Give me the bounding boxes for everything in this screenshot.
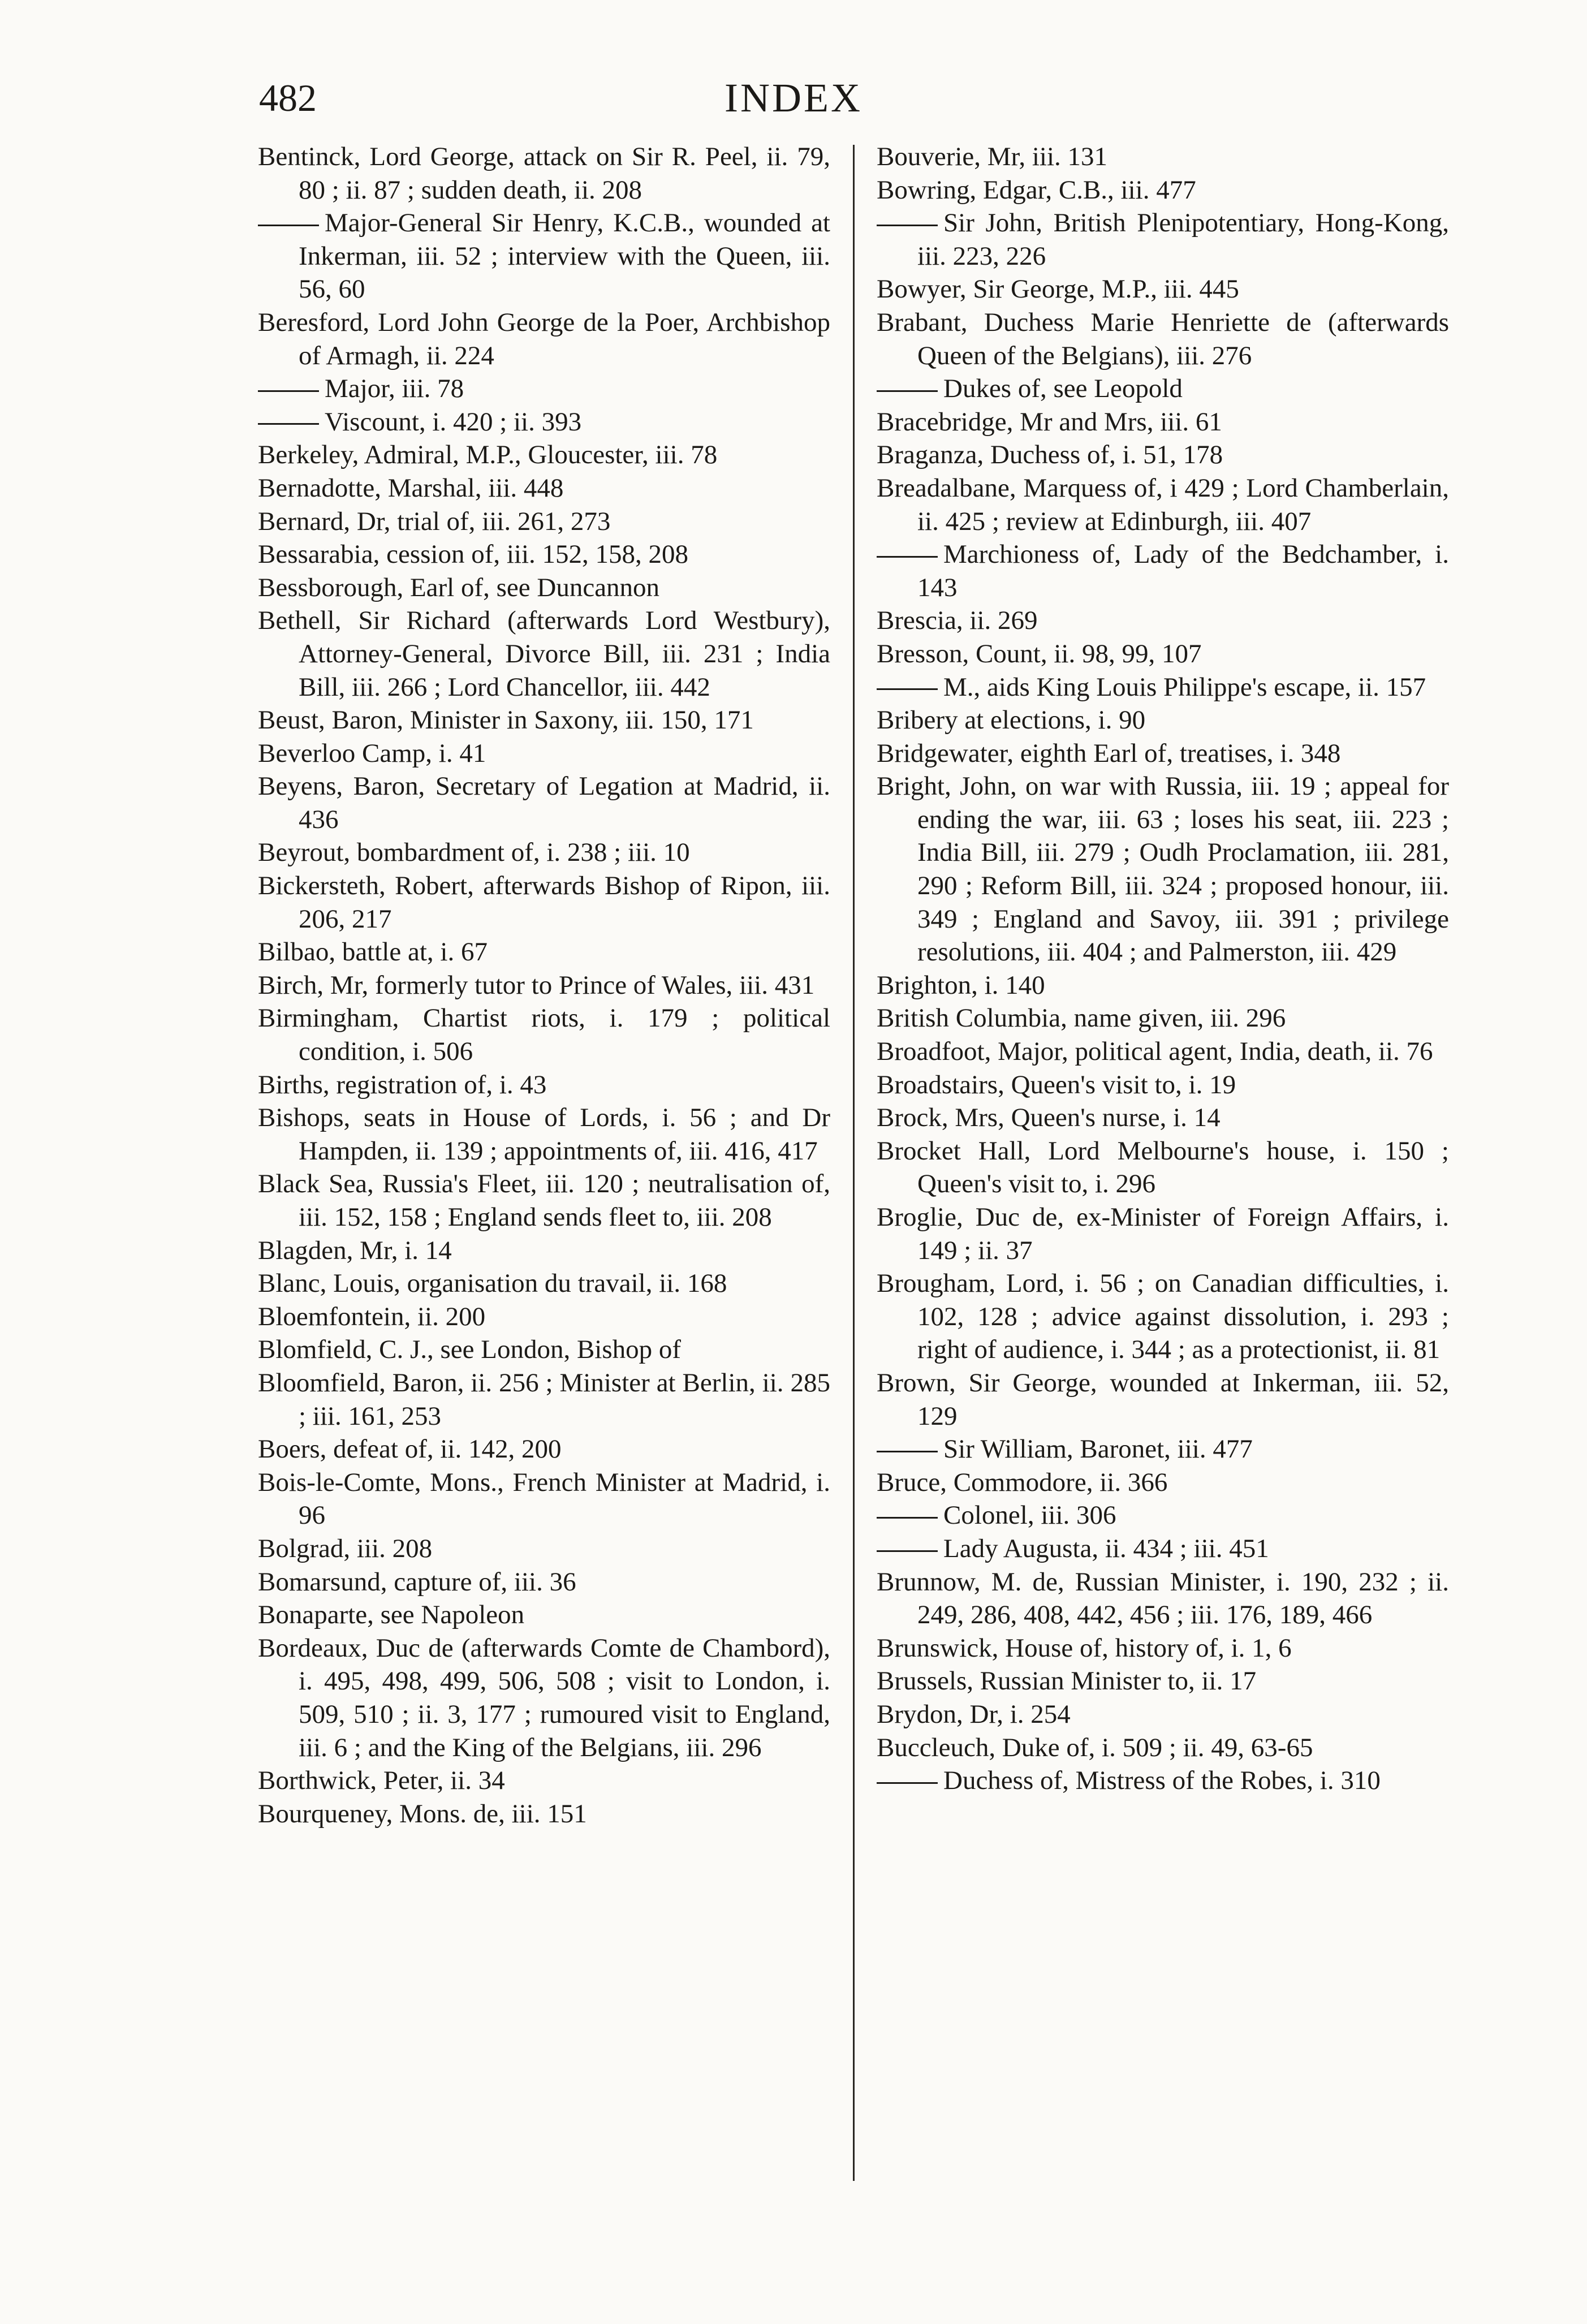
ditto-dash [877,390,938,392]
index-entry [258,406,830,439]
index-entry-text: Blagden, Mr, i. 14 [258,1235,452,1265]
ditto-dash [258,423,319,425]
index-entry [877,1433,1449,1466]
index-entry-text: Birch, Mr, formerly tutor to Prince of Wales, iii. 431 [258,970,815,1000]
index-entry [877,1566,1449,1632]
index-entry-text: Bentinck, Lord George, attack on Sir R. Peel, ii. 79, 80 ; ii. 87 ; sudden death, ii. 208 [258,142,830,205]
index-entry-text: Bois-le-Comte, Mons., French Minister at Madrid, i. 96 [258,1467,830,1530]
ditto-dash [258,390,319,392]
index-entry [877,1698,1449,1731]
index-entry-text: Brescia, ii. 269 [877,606,1038,636]
index-entry [877,1366,1449,1433]
index-entry-text: Brighton, i. 140 [877,970,1045,1000]
index-entry-text: Bessborough, Earl of, see Duncannon [258,572,660,602]
index-entry [258,1797,830,1831]
index-entry-text: Boers, defeat of, ii. 142, 200 [258,1434,562,1464]
index-entry [258,538,830,571]
index-entry [258,1234,830,1267]
index-entry-text: Broadfoot, Major, political agent, India, death, ii. 76 [877,1037,1433,1067]
index-entry [877,1532,1449,1566]
index-entry [877,1466,1449,1499]
index-entry-text: Major, iii. 78 [325,374,464,404]
index-entry [877,1002,1449,1035]
index-entry [258,704,830,737]
index-entry-text: Bomarsund, capture of, iii. 36 [258,1567,576,1597]
index-entry-text: Bishops, seats in House of Lords, i. 56 ; and Dr Hampden, ii. 139 ; appointments of, iii. 416, 417 [258,1103,830,1166]
page-number: 482 [259,76,317,119]
index-entry [877,637,1449,671]
index-entry-text: Bouverie, Mr, iii. 131 [877,142,1108,171]
index-entry [258,1366,830,1433]
index-entry-text: Borthwick, Peter, ii. 34 [258,1766,505,1796]
index-entry-text: Bilbao, battle at, i. 67 [258,937,488,967]
index-entry [258,571,830,605]
index-entry [258,140,830,206]
index-entry [258,1466,830,1532]
index-entry-text: Bowyer, Sir George, M.P., iii. 445 [877,274,1239,304]
index-entry-text: Bethell, Sir Richard (afterwards Lord Westbury), Attorney-General, Divorce Bill, iii. 231 ; India Bill, iii. 266 ; Lord Chancellor, iii. 442 [258,606,830,702]
index-entry [877,604,1449,637]
index-entry [258,935,830,969]
index-entry [258,505,830,538]
index-entry-text: Lady Augusta, ii. 434 ; iii. 451 [943,1533,1269,1563]
index-entry [877,406,1449,439]
index-entry-text: Duchess of, Mistress of the Robes, i. 310 [943,1766,1381,1796]
index-entry [258,1632,830,1764]
index-entry-text: Bresson, Count, ii. 98, 99, 107 [877,639,1202,669]
index-entry [258,969,830,1002]
index-entry [877,472,1449,538]
index-entry-text: Bernard, Dr, trial of, iii. 261, 273 [258,506,611,536]
index-entry [258,1532,830,1566]
index-entry [877,140,1449,174]
index-entry-text: Buccleuch, Duke of, i. 509 ; ii. 49, 63-65 [877,1732,1313,1762]
index-entry-text: Blanc, Louis, organisation du travail, ii. 168 [258,1269,727,1299]
ditto-dash [877,1782,938,1784]
index-entry-text: Bordeaux, Duc de (afterwards Comte de Chambord), i. 495, 498, 499, 506, 508 ; visit to London, i. 509, 510 ; ii. 3, 177 ; rumoured visit to England, iii. 6 ; and the King of the Belgians, iii. 296 [258,1633,830,1762]
index-entry-text: Berkeley, Admiral, M.P., Gloucester, iii. 78 [258,440,718,470]
index-entry-text: Black Sea, Russia's Fleet, iii. 120 ; neutralisation of, iii. 152, 158 ; England sends fleet to, iii. 208 [258,1169,830,1232]
index-entry-text: Major-General Sir Henry, K.C.B., wounded at Inkerman, iii. 52 ; interview with the Queen, iii. 56, 60 [299,208,830,304]
index-entry [258,1333,830,1366]
index-entry-text: Colonel, iii. 306 [943,1501,1116,1530]
index-entry [877,1764,1449,1797]
ditto-dash [877,1451,938,1452]
index-entry-text: Viscount, i. 420 ; ii. 393 [325,407,582,437]
index-column-right [877,140,1449,1797]
index-entry-text: Blomfield, C. J., see London, Bishop of [258,1335,682,1365]
index-entry-text: Bruce, Commodore, ii. 366 [877,1467,1168,1497]
index-entry [258,306,830,372]
index-entry-text: Brussels, Russian Minister to, ii. 17 [877,1666,1257,1696]
index-entry [258,1267,830,1300]
index-entry-text: Breadalbane, Marquess of, i 429 ; Lord Chamberlain, ii. 425 ; review at Edinburgh, iii. 407 [877,473,1449,536]
index-entry-text: Brunnow, M. de, Russian Minister, i. 190, 232 ; ii. 249, 286, 408, 442, 456 ; iii. 176, 189, 466 [877,1567,1449,1630]
index-entry [877,671,1449,704]
index-entry [877,737,1449,770]
index-entry-text: Births, registration of, i. 43 [258,1070,547,1100]
index-entry [258,1002,830,1068]
page-title: INDEX [724,75,862,120]
index-entry [877,206,1449,273]
index-entry [258,472,830,505]
index-entry [258,1433,830,1466]
index-entry-text: Broadstairs, Queen's visit to, i. 19 [877,1070,1236,1100]
index-entry-text: British Columbia, name given, iii. 296 [877,1003,1286,1033]
index-entry [258,1068,830,1102]
index-entry [258,737,830,770]
index-entry-text: Bolgrad, iii. 208 [258,1533,433,1563]
index-entry [877,770,1449,969]
index-entry-text: Sir William, Baronet, iii. 477 [943,1434,1253,1464]
index-entry-text: Brougham, Lord, i. 56 ; on Canadian difficulties, i. 102, 128 ; advice against dissolution, i. 293 ; right of audience, i. 344 ; as a protectionist, ii. 81 [877,1269,1449,1365]
index-entry-text: Bridgewater, eighth Earl of, treatises, i. 348 [877,738,1341,768]
index-entry-text: Brabant, Duchess Marie Henriette de (afterwards Queen of the Belgians), iii. 276 [877,307,1449,370]
index-entry-text: Bowring, Edgar, C.B., iii. 477 [877,175,1196,205]
index-entry [258,1598,830,1632]
index-entry [877,1101,1449,1135]
index-entry-text: Beust, Baron, Minister in Saxony, iii. 150, 171 [258,705,754,735]
index-entry [258,770,830,836]
index-entry-text: Dukes of, see Leopold [943,374,1183,404]
index-entry [258,836,830,869]
index-entry-text: Bribery at elections, i. 90 [877,705,1146,735]
index-entry-text: Bloomfield, Baron, ii. 256 ; Minister at Berlin, ii. 285 ; iii. 161, 253 [258,1368,830,1431]
index-entry [258,1167,830,1234]
index-entry [877,1499,1449,1532]
index-entry [877,372,1449,406]
index-entry-text: Bright, John, on war with Russia, iii. 19 ; appeal for ending the war, iii. 63 ; loses his seat, iii. 223 ; India Bill, iii. 279 ; Oudh Proclamation, iii. 281, 290 ; Reform Bill, iii. 324 ; proposed honour, iii. 349 ; England and Savoy, iii. 391 ; privilege resolutions, iii. 404 ; and Palmerston, iii. 429 [877,771,1449,967]
index-entry [877,273,1449,306]
index-entry-text: Bonaparte, see Napoleon [258,1600,525,1630]
index-entry-text: Beyens, Baron, Secretary of Legation at Madrid, ii. 436 [258,771,830,834]
index-entry [258,1764,830,1797]
index-entry-text: Bloemfontein, ii. 200 [258,1301,486,1331]
index-entry [258,1566,830,1599]
index-entry [258,1101,830,1167]
ditto-dash [877,1517,938,1519]
index-entry [258,869,830,935]
index-entry [877,1267,1449,1366]
index-entry [877,538,1449,604]
index-entry-text: Brock, Mrs, Queen's nurse, i. 14 [877,1103,1221,1133]
index-entry-text: Marchioness of, Lady of the Bedchamber, i. 143 [917,540,1449,602]
index-entry-text: Bessarabia, cession of, iii. 152, 158, 208 [258,540,689,570]
index-entry [877,1201,1449,1267]
index-entry-text: Beverloo Camp, i. 41 [258,738,486,768]
index-entry-text: Brunswick, House of, history of, i. 1, 6 [877,1633,1292,1663]
index-entry-text: Brown, Sir George, wounded at Inkerman, iii. 52, 129 [877,1368,1449,1431]
index-entry [877,438,1449,472]
index-entry [877,1632,1449,1665]
index-entry-text: M., aids King Louis Philippe's escape, ii. 157 [943,672,1426,702]
column-divider [853,145,855,2181]
index-entry-text: Beresford, Lord John George de la Poer, Archbishop of Armagh, ii. 224 [258,307,830,370]
index-entry [877,1731,1449,1765]
index-entry-text: Brocket Hall, Lord Melbourne's house, i. 150 ; Queen's visit to, i. 296 [877,1136,1449,1199]
index-entry-text: Bourqueney, Mons. de, iii. 151 [258,1799,587,1829]
ditto-dash [877,225,938,226]
index-entry-text: Birmingham, Chartist riots, i. 179 ; political condition, i. 506 [258,1003,830,1067]
index-entry-text: Bickersteth, Robert, afterwards Bishop of Ripon, iii. 206, 217 [258,871,830,934]
index-entry-text: Bracebridge, Mr and Mrs, iii. 61 [877,407,1222,437]
index-entry-text: Brydon, Dr, i. 254 [877,1699,1071,1729]
index-entry [877,704,1449,737]
index-entry-text: Braganza, Duchess of, i. 51, 178 [877,440,1223,470]
index-entry [877,969,1449,1002]
index-entry [877,174,1449,207]
ditto-dash [877,1550,938,1552]
index-entry-text: Beyrout, bombardment of, i. 238 ; iii. 10 [258,838,690,868]
index-entry [258,438,830,472]
index-entry [258,1300,830,1334]
page-header [0,72,1587,123]
index-entry-text: Broglie, Duc de, ex-Minister of Foreign Affairs, i. 149 ; ii. 37 [877,1202,1449,1265]
index-entry [258,372,830,406]
index-entry [877,1135,1449,1201]
index-entry [877,1665,1449,1698]
ditto-dash [877,556,938,558]
index-entry-text: Bernadotte, Marshal, iii. 448 [258,473,564,503]
ditto-dash [258,225,319,226]
index-entry [258,604,830,704]
index-entry [877,306,1449,372]
ditto-dash [877,688,938,690]
index-column-left [258,140,830,1830]
index-entry [258,206,830,306]
index-entry [877,1035,1449,1068]
index-entry-text: Sir John, British Plenipotentiary, Hong-Kong, iii. 223, 226 [917,208,1449,271]
index-entry [877,1068,1449,1102]
